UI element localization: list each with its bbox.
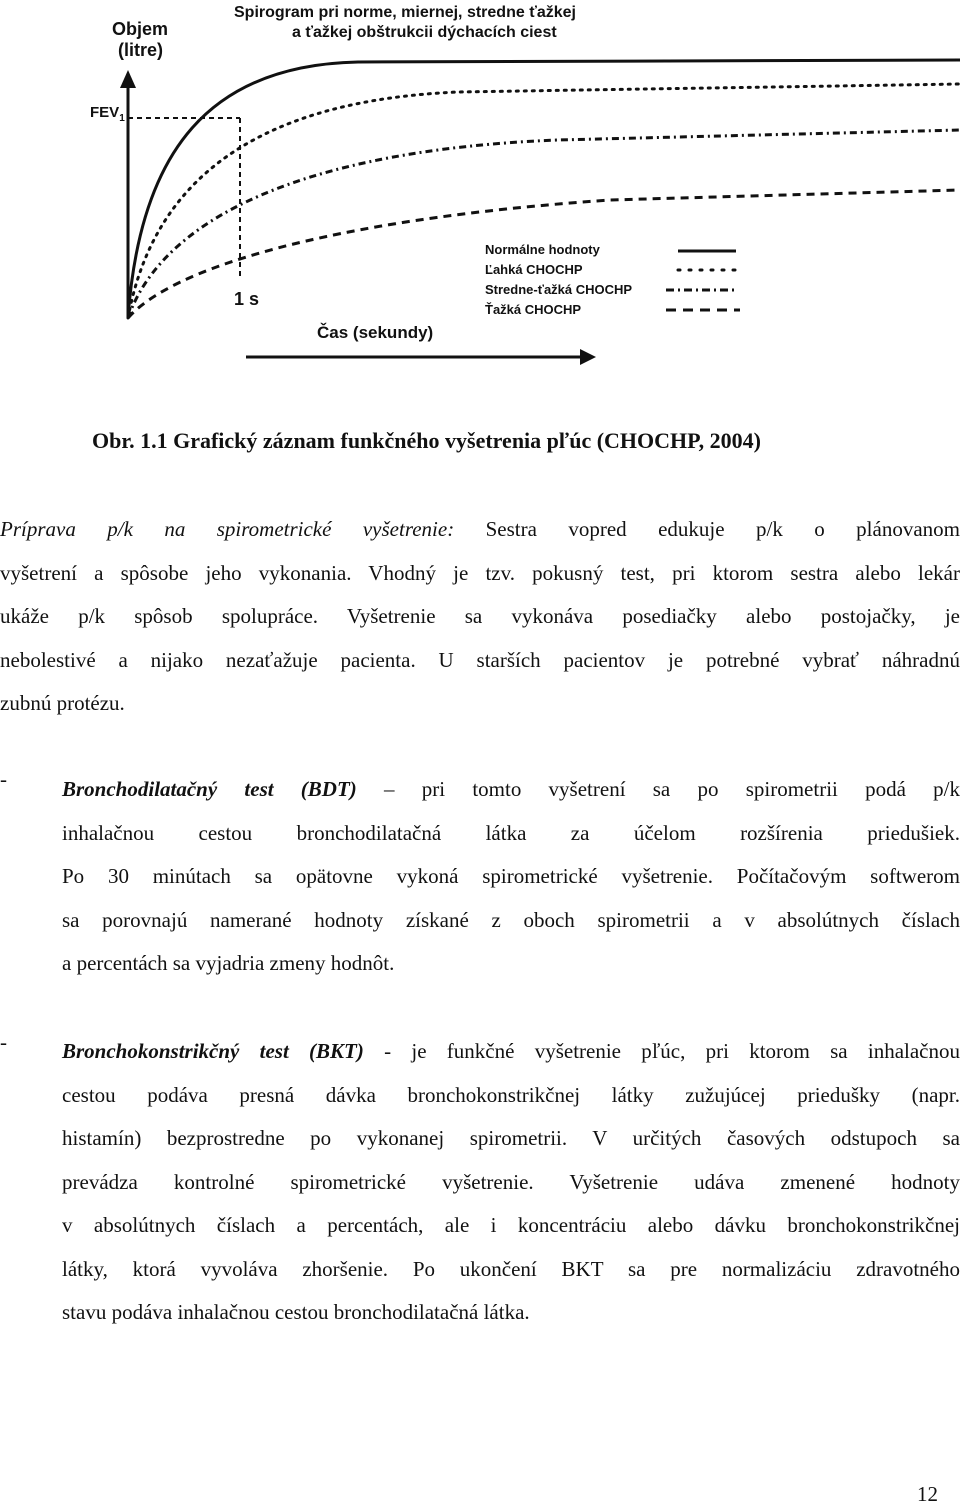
paragraph-line: Bronchodilatačný test (BDT) – pri tomto vyšetrení sa po spirometrii podá p/k	[62, 777, 960, 801]
paragraph-line: v absolútnych číslach a percentách, ale i koncentráciu alebo dávku bronchokonstrikčnej	[62, 1213, 960, 1237]
bdt-term: Bronchodilatačný test (BDT)	[62, 777, 357, 801]
preparation-lead: Príprava p/k na spirometrické vyšetrenie:	[0, 517, 455, 541]
bkt-term: Bronchokonstrikčný test (BKT)	[62, 1039, 364, 1063]
paragraph-line: Po 30 minútach sa opätovne vykoná spirometrické vyšetrenie. Počítačovým softwerom	[62, 864, 960, 888]
bdt-list-item	[62, 768, 960, 986]
x-axis-arrowhead	[580, 349, 596, 365]
figure-title-line1: Spirogram pri norme, miernej, stredne ťažkej	[234, 4, 576, 21]
paragraph-line: látky, ktorá vyvoláva zhoršenie. Po ukončení BKT sa pre normalizáciu zdravotného	[62, 1256, 960, 1281]
list-dash: -	[0, 1030, 7, 1054]
page-number: 12	[917, 1482, 938, 1506]
paragraph-line: Bronchokonstrikčný test (BKT) - je funkčné vyšetrenie pľúc, pri ktorom sa inhalačnou	[62, 1039, 960, 1063]
spirogram-svg	[90, 0, 960, 380]
legend-label-mild: Ľahká CHOCHP	[485, 262, 583, 277]
paragraph-line: vyšetrení a spôsobe jeho vykonania. Vhodný je tzv. pokusný test, pri ktorom sestra alebo lekár	[0, 560, 960, 585]
preparation-paragraph	[0, 508, 960, 726]
x-tick-label-1s: 1 s	[234, 289, 260, 309]
paragraph-line: stavu podáva inhalačnou cestou bronchodilatačná látka.	[62, 1300, 530, 1324]
y-axis-arrowhead	[120, 70, 136, 88]
paragraph-line: cestou podáva presná dávka bronchokonstrikčnej látky zužujúcej priedušky (napr.	[62, 1082, 960, 1107]
y-axis-label-line1: Objem	[112, 19, 169, 39]
paragraph-line: sa porovnajú namerané hodnoty získané z oboch spirometrii a v absolútnych číslach	[62, 907, 960, 932]
paragraph-line: inhalačnou cestou bronchodilatačná látka za účelom rozšírenia priedušiek.	[62, 820, 960, 845]
paragraph-line: zubnú protézu.	[0, 691, 125, 715]
figure-caption: Obr. 1.1 Grafický záznam funkčného vyšetrenia pľúc (CHOCHP, 2004)	[92, 428, 761, 453]
bkt-list-item	[62, 1030, 960, 1335]
x-axis-label: Čas (sekundy)	[317, 323, 434, 342]
paragraph-line: histamín) bezprostredne po vykonanej spirometrii. V určitých časových odstupoch sa	[62, 1126, 960, 1150]
legend-label-normal: Normálne hodnoty	[485, 242, 600, 257]
figure-title-line2: a ťažkej obštrukcii dýchacích ciest	[292, 24, 557, 41]
y-axis-label-line2: (litre)	[118, 40, 163, 60]
spirogram-figure	[90, 0, 960, 380]
list-dash: -	[0, 767, 7, 791]
paragraph-line: prevádza kontrolné spirometrické vyšetrenie. Vyšetrenie udáva zmenené hodnoty	[62, 1169, 960, 1194]
legend-label-severe: Ťažká CHOCHP	[485, 302, 582, 317]
paragraph-line: nebolestivé a nijako nezaťažuje pacienta. U starších pacientov je potrebné vybrať náhradnú	[0, 647, 960, 672]
paragraph-line: ukáže p/k spôsob spolupráce. Vyšetrenie sa vykonáva posediačky alebo postojačky, je	[0, 604, 960, 628]
paragraph-line: Príprava p/k na spirometrické vyšetrenie: Sestra vopred edukuje p/k o plánovanom	[0, 517, 960, 541]
paragraph-line: a percentách sa vyjadria zmeny hodnôt.	[62, 951, 395, 975]
fev1-label: $FEV_1$	[90, 104, 125, 124]
legend-label-moderate: Stredne-ťažká CHOCHP	[485, 282, 633, 297]
